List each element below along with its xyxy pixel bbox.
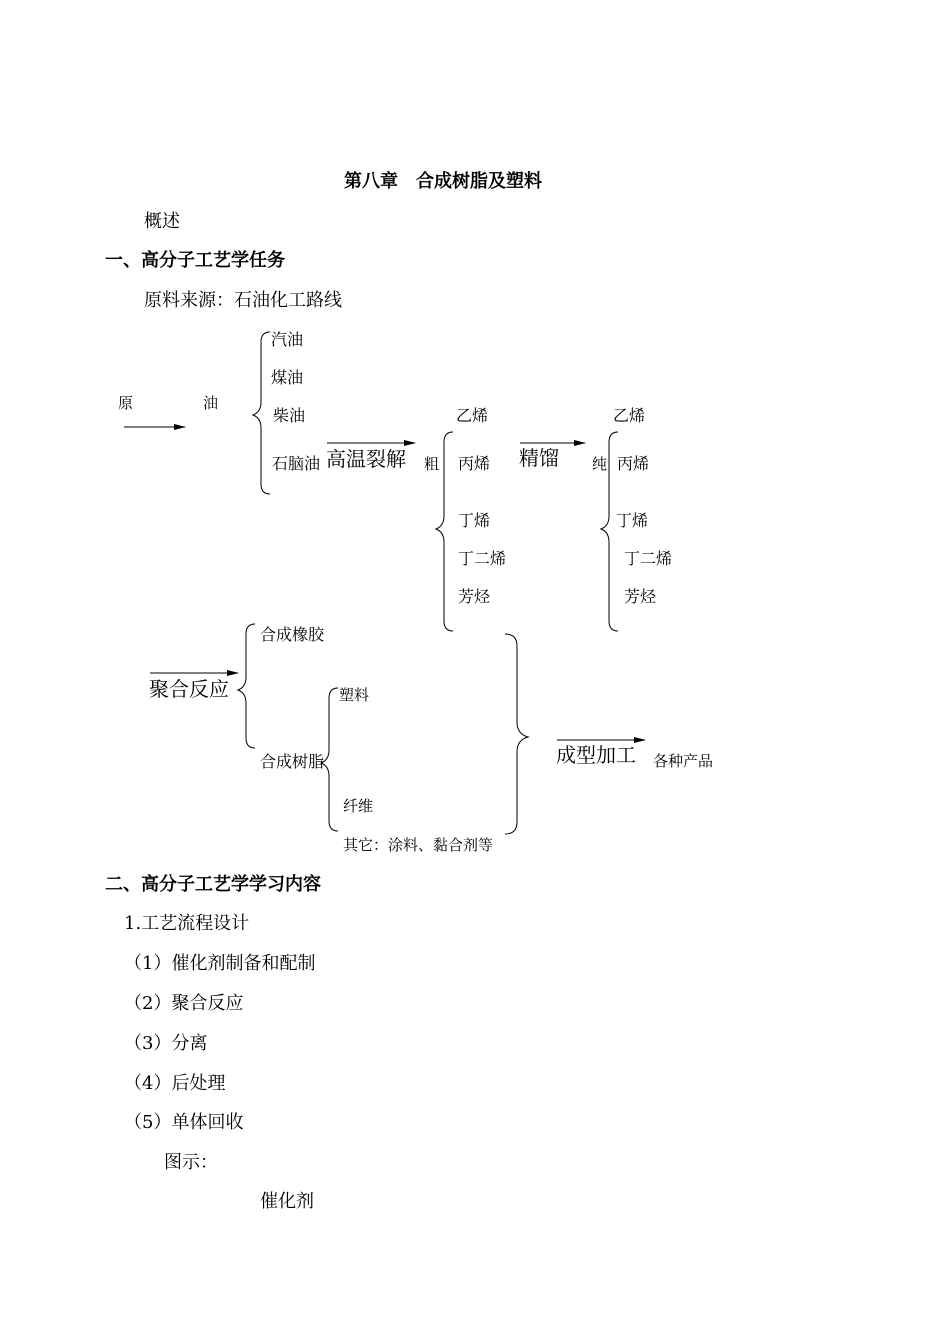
crude-product-item: 乙烯 xyxy=(456,406,489,425)
resin-product-item: 塑料 xyxy=(339,686,370,704)
synthetic-rubber: 合成橡胶 xyxy=(260,625,325,644)
closing-brace xyxy=(505,634,528,834)
molding-label: 成型加工 xyxy=(556,743,636,767)
final-products: 各种产品 xyxy=(653,752,714,770)
process-step: （1）催化剂制备和配制 xyxy=(124,953,316,974)
catalyst-label: 催化剂 xyxy=(260,1191,314,1212)
pure-product-item: 丁二烯 xyxy=(624,549,673,568)
polymerize-label: 聚合反应 xyxy=(149,677,229,701)
crude-product-item: 丙烯 xyxy=(458,454,491,473)
pure-product-item: 丙烯 xyxy=(617,454,650,473)
resin-product-item: 纤维 xyxy=(343,797,374,815)
crude-oil-right: 油 xyxy=(203,394,219,412)
cracking-label: 高温裂解 xyxy=(326,447,406,471)
fractions-brace xyxy=(253,332,270,494)
figure-label: 图示： xyxy=(164,1152,218,1173)
pure-product-item: 丁烯 xyxy=(616,511,649,530)
process-step: （2）聚合反应 xyxy=(124,993,244,1014)
overview-label: 概述 xyxy=(144,211,180,232)
fraction-item: 煤油 xyxy=(271,368,304,387)
crude-product-item: 丁二烯 xyxy=(458,549,507,568)
pure-product-item: 乙烯 xyxy=(613,406,646,425)
pure-product-item: 芳烃 xyxy=(624,587,657,606)
raw-material-source: 原料来源：石油化工路线 xyxy=(144,290,342,311)
crude-oil-left: 原 xyxy=(118,394,134,412)
crude-product-item: 芳烃 xyxy=(458,587,491,606)
section1-heading: 一、高分子工艺学任务 xyxy=(105,250,285,271)
section2-heading: 二、高分子工艺学学习内容 xyxy=(105,874,321,895)
crude-product-label: 粗 xyxy=(424,455,440,473)
fraction-item: 汽油 xyxy=(271,330,304,349)
polymer-brace xyxy=(238,624,255,748)
process-step: （5）单体回收 xyxy=(124,1112,244,1133)
process-step: （4）后处理 xyxy=(124,1073,226,1094)
rectify-label: 精馏 xyxy=(519,446,559,470)
process-step: （3）分离 xyxy=(124,1033,208,1054)
process-design-item: 1.工艺流程设计 xyxy=(124,913,250,934)
fraction-item: 柴油 xyxy=(273,406,306,425)
synthetic-resin: 合成树脂 xyxy=(260,752,325,771)
pure-label: 纯 xyxy=(592,455,608,473)
resin-product-item: 其它：涂料、黏合剂等 xyxy=(343,836,494,854)
crude-product-item: 丁烯 xyxy=(458,511,491,530)
chapter-title: 第八章 合成树脂及塑料 xyxy=(344,171,542,192)
fraction-item: 石脑油 xyxy=(272,454,321,473)
